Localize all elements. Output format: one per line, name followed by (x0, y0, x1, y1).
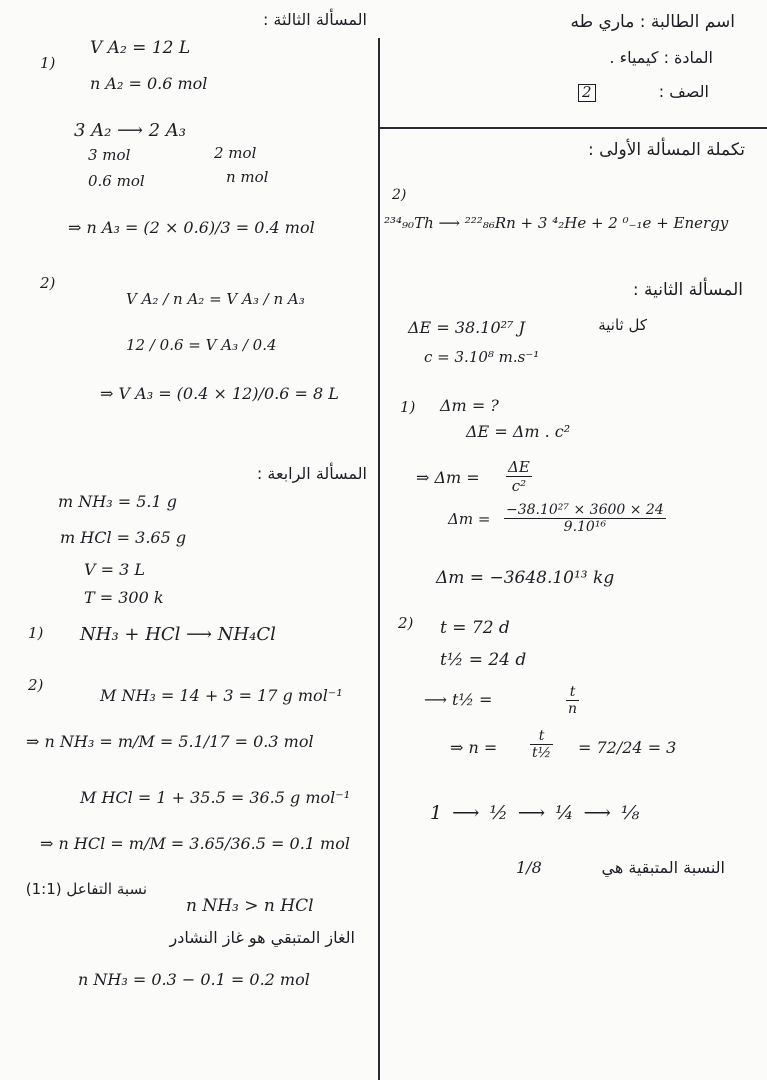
column-divider (378, 38, 380, 1080)
q2-dm-label: Δm = (448, 510, 491, 528)
q4-mass-nh3: m NH₃ = 5.1 g (58, 492, 177, 511)
q4-mass-hcl: m HCl = 3.65 g (60, 528, 187, 547)
q3-ratio-06mol: 0.6 mol (88, 172, 145, 190)
q2-remaining-label: النسبة المتبقية هي (601, 858, 725, 877)
grade-value: 2 (578, 84, 596, 102)
q4-excess-gas: الغاز المتبقي هو غاز النشادر (169, 928, 355, 947)
q3-title: المسألة الثالثة : (262, 10, 367, 29)
q4-comparison: n NH₃ > n HCl (186, 896, 314, 916)
q2-decay-chain: 1 ⟶ ½ ⟶ ¼ ⟶ ⅛ (430, 802, 642, 824)
q3-ratio-3mol: 3 mol (88, 146, 131, 164)
q3-part1-number: 1) (40, 54, 56, 72)
q2-fraction-de-c2: $\frac{\Delta E}{\text{c²}}$ (508, 458, 530, 495)
q4-temperature: T = 300 k (84, 588, 164, 607)
q4-part1-number: 1) (28, 624, 44, 642)
q2-fraction-dm: $\frac{\text{−38.10²⁷ × 3600 × 24}}{\text{9.10¹⁶}}$ (506, 502, 664, 535)
q2-half-life-formula: ⟶ t½ = (424, 690, 493, 709)
q3-ratio-2mol: 2 mol (214, 144, 257, 162)
q3-part2-number: 2) (40, 274, 56, 292)
q4-moles-nh3: ⇒ n NH₃ = m/M = 5.1/17 = 0.3 mol (26, 732, 314, 751)
q3-v-a3-result: ⇒ V A₃ = (0.4 × 12)/0.6 = 8 L (100, 384, 339, 403)
q3-ratio-nmol: n mol (226, 168, 269, 186)
q2-fraction-t-n: $\frac{t}{n}$ (568, 684, 578, 717)
q3-volume-a2: V A₂ = 12 L (90, 38, 191, 58)
q4-moles-hcl: ⇒ n HCl = m/M = 3.65/36.5 = 0.1 mol (40, 834, 350, 853)
q4-molar-mass-nh3: M NH₃ = 14 + 3 = 17 g mol⁻¹ (100, 686, 343, 705)
q1-continue-title: تكملة المسألة الأولى : (588, 140, 745, 160)
q2-speed-light: c = 3.10⁸ m.s⁻¹ (424, 348, 540, 366)
q4-part2-number: 2) (28, 676, 44, 694)
q2-part1-ask: Δm = ? (440, 396, 499, 415)
q2-dm-result: Δm = −3648.10¹³ kg (436, 568, 615, 588)
q2-n-arrow: ⇒ n = (450, 738, 498, 757)
q3-n-a3-result: ⇒ n A₃ = (2 × 0.6)/3 = 0.4 mol (68, 218, 315, 237)
student-name: اسم الطالبة : ماري طه (570, 12, 735, 32)
q2-half-life: t½ = 24 d (440, 650, 527, 670)
q4-title: المسألة الرابعة : (256, 464, 367, 483)
q2-time: t = 72 d (440, 618, 510, 638)
q2-title: المسألة الثانية : (632, 280, 743, 300)
q2-fraction-t-thalf: $\frac{t}{\text{t½}}$ (532, 728, 552, 761)
q2-energy-mass: ΔE = Δm . c² (466, 422, 571, 441)
q2-dm-arrow: ⇒ Δm = (416, 468, 480, 487)
header-divider (380, 127, 767, 129)
q2-n-result: = 72/24 = 3 (578, 738, 677, 757)
q2-part2-number: 2) (398, 614, 414, 632)
q3-ratio-equation: V A₂ / n A₂ = V A₃ / n A₃ (126, 290, 305, 308)
q4-excess-result: n NH₃ = 0.3 − 0.1 = 0.2 mol (78, 970, 310, 989)
q4-reaction: NH₃ + HCl ⟶ NH₄Cl (80, 624, 276, 645)
q3-moles-a2: n A₂ = 0.6 mol (90, 74, 208, 93)
subject: المادة : كيمياء . (609, 48, 713, 67)
q3-reaction: 3 A₂ ⟶ 2 A₃ (74, 120, 187, 141)
grade-label: الصف : (658, 82, 709, 101)
q2-part1-number: 1) (400, 398, 416, 416)
q4-molar-mass-hcl: M HCl = 1 + 35.5 = 36.5 g mol⁻¹ (80, 788, 351, 807)
q2-remaining-value: 1/8 (516, 858, 542, 877)
q2-delta-e: ΔE = 38.10²⁷ J (408, 318, 525, 337)
q2-each-second: كل ثانية (598, 316, 647, 334)
q4-reaction-ratio: نسبة التفاعل (1:1) (25, 880, 147, 898)
q1-decay-equation: ²³⁴₉₀Th ⟶ ²²²₈₆Rn + 3 ⁴₂He + 2 ⁰₋₁e + Energy (384, 214, 729, 232)
q3-ratio-equation-values: 12 / 0.6 = V A₃ / 0.4 (126, 336, 277, 354)
q4-volume: V = 3 L (84, 560, 146, 579)
q1-part-number: 2) (392, 187, 407, 203)
